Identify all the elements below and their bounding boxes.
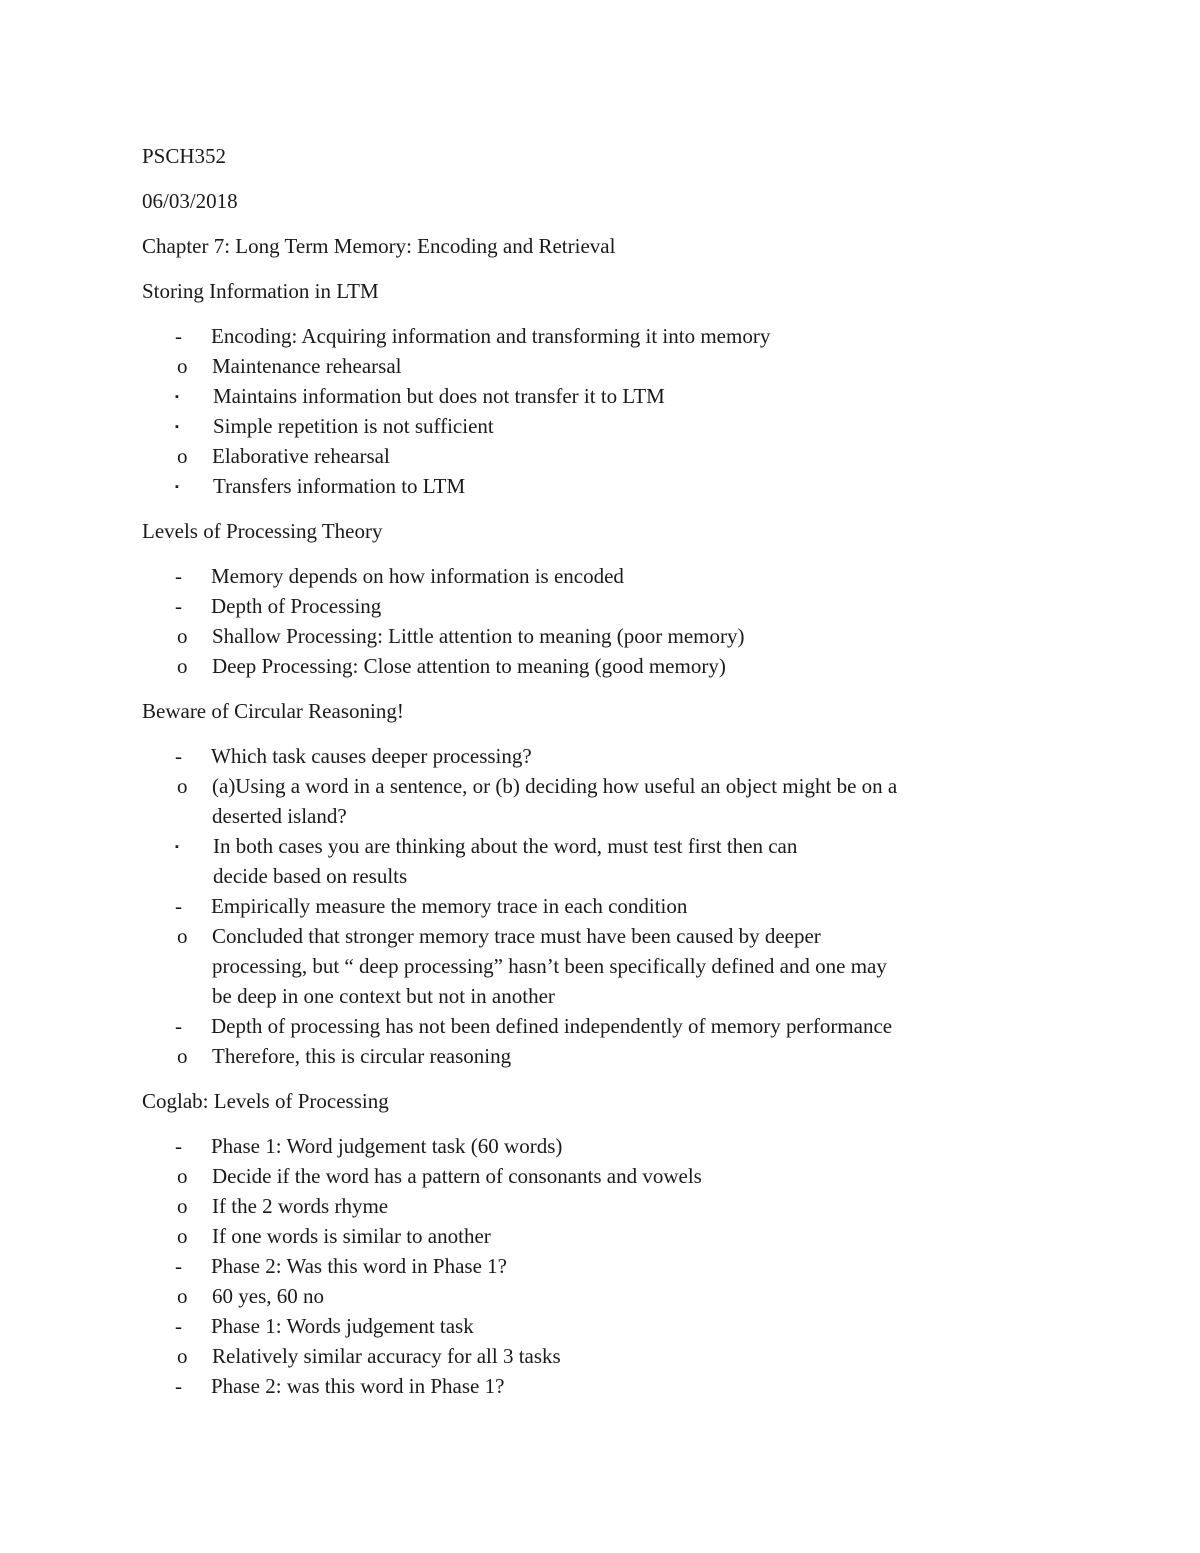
dash-bullet: - [175, 1374, 182, 1398]
dash-bullet: - [175, 894, 182, 918]
sub-list-item [142, 1341, 1072, 1371]
square-bullet-icon: ▪ [175, 391, 179, 403]
circle-bullet: o [177, 774, 188, 798]
item-text: Maintenance rehearsal [212, 354, 402, 378]
nested-list [142, 621, 1072, 681]
list-item [142, 1251, 1072, 1281]
sub-list-item [142, 1041, 1072, 1071]
sub-sub-list-item [142, 831, 1072, 891]
square-bullet-icon: ▪ [175, 421, 179, 433]
item-text: Relatively similar accuracy for all 3 tasks [212, 1344, 561, 1368]
circle-bullet: o [177, 924, 188, 948]
item-text: 60 yes, 60 no [212, 1284, 324, 1308]
sub-list-item [142, 1221, 1072, 1251]
item-text: Maintains information but does not transfer it to LTM [213, 384, 665, 408]
dash-bullet: - [175, 744, 182, 768]
circle-bullet: o [177, 624, 188, 648]
sub-sub-list-item [142, 411, 1072, 441]
note-date: 06/03/2018 [142, 189, 238, 213]
list-item [142, 561, 1072, 591]
section-heading: Storing Information in LTM [142, 279, 379, 303]
sub-list-item [142, 771, 1072, 831]
bullet-list [142, 561, 1072, 681]
nested-list [142, 1161, 1072, 1251]
nested-list [142, 921, 1072, 1011]
item-text: Simple repetition is not sufficient [213, 414, 494, 438]
item-text: Concluded that stronger memory trace must have been caused by deeper processing, but “ deep processing” hasn’t been specifically defined and one may be deep in one context but not in another [212, 924, 887, 1008]
item-text: Elaborative rehearsal [212, 444, 390, 468]
document-body [142, 141, 1072, 1416]
sub-list-item [142, 651, 1072, 681]
dash-bullet: - [175, 324, 182, 348]
section-heading: Beware of Circular Reasoning! [142, 699, 404, 723]
sub-list-item [142, 1161, 1072, 1191]
item-text: Which task causes deeper processing? [211, 744, 532, 768]
section-heading: Levels of Processing Theory [142, 519, 383, 543]
sub-list-item [142, 351, 1072, 381]
item-text: Transfers information to LTM [213, 474, 466, 498]
section-heading: Coglab: Levels of Processing [142, 1089, 389, 1113]
list-item [142, 741, 1072, 771]
circle-bullet: o [177, 1194, 188, 1218]
sub-list-item [142, 921, 1072, 1011]
dash-bullet: - [175, 594, 182, 618]
square-bullet-icon: ▪ [175, 841, 179, 853]
item-text: Decide if the word has a pattern of consonants and vowels [212, 1164, 702, 1188]
dash-bullet: - [175, 1314, 182, 1338]
sub-list-item [142, 1191, 1072, 1221]
bullet-list [142, 321, 1072, 501]
item-text: Memory depends on how information is encoded [211, 564, 624, 588]
nested-list [142, 1281, 1072, 1311]
list-item [142, 891, 1072, 921]
square-bullet-icon: ▪ [175, 481, 179, 493]
item-text: Phase 1: Word judgement task (60 words) [211, 1134, 563, 1158]
circle-bullet: o [177, 1164, 188, 1188]
nested-list [142, 471, 1072, 501]
item-text: Encoding: Acquiring information and transforming it into memory [211, 324, 771, 348]
sub-sub-list-item [142, 381, 1072, 411]
item-text: Therefore, this is circular reasoning [212, 1044, 512, 1068]
bullet-list [142, 1131, 1072, 1401]
dash-bullet: - [175, 1014, 182, 1038]
nested-list [142, 381, 1072, 441]
item-text: Empirically measure the memory trace in each condition [211, 894, 688, 918]
dash-bullet: - [175, 1254, 182, 1278]
circle-bullet: o [177, 354, 188, 378]
chapter-title: Chapter 7: Long Term Memory: Encoding and Retrieval [142, 234, 616, 258]
circle-bullet: o [177, 1284, 188, 1308]
nested-list [142, 831, 1072, 891]
item-text: (a)Using a word in a sentence, or (b) deciding how useful an object might be on a deserted island? [212, 774, 898, 828]
item-text: Depth of processing has not been defined independently of memory performance [211, 1014, 893, 1038]
list-item [142, 1371, 1072, 1401]
sub-list-item [142, 621, 1072, 651]
item-text: Shallow Processing: Little attention to meaning (poor memory) [212, 624, 745, 648]
nested-list [142, 771, 1072, 891]
item-text: Phase 2: was this word in Phase 1? [211, 1374, 505, 1398]
list-item [142, 591, 1072, 621]
item-text: If one words is similar to another [212, 1224, 491, 1248]
item-text: In both cases you are thinking about the word, must test first then can decide based on results [213, 834, 798, 888]
list-item [142, 1011, 1072, 1041]
item-text: Phase 1: Words judgement task [211, 1314, 474, 1338]
item-text: Phase 2: Was this word in Phase 1? [211, 1254, 507, 1278]
dash-bullet: - [175, 1134, 182, 1158]
sub-list-item [142, 1281, 1072, 1311]
sub-sub-list-item [142, 471, 1072, 501]
item-text: Deep Processing: Close attention to meaning (good memory) [212, 654, 726, 678]
list-item [142, 1131, 1072, 1161]
bullet-list [142, 741, 1072, 1071]
sub-list-item [142, 441, 1072, 471]
circle-bullet: o [177, 1044, 188, 1068]
item-text: Depth of Processing [211, 594, 382, 618]
notes-sections [142, 276, 1072, 1401]
course-code: PSCH352 [142, 144, 227, 168]
dash-bullet: - [175, 564, 182, 588]
circle-bullet: o [177, 1224, 188, 1248]
nested-list [142, 1041, 1072, 1071]
circle-bullet: o [177, 1344, 188, 1368]
circle-bullet: o [177, 444, 188, 468]
list-item [142, 1311, 1072, 1341]
item-text: If the 2 words rhyme [212, 1194, 389, 1218]
circle-bullet: o [177, 654, 188, 678]
nested-list [142, 351, 1072, 501]
nested-list [142, 1341, 1072, 1371]
list-item [142, 321, 1072, 351]
